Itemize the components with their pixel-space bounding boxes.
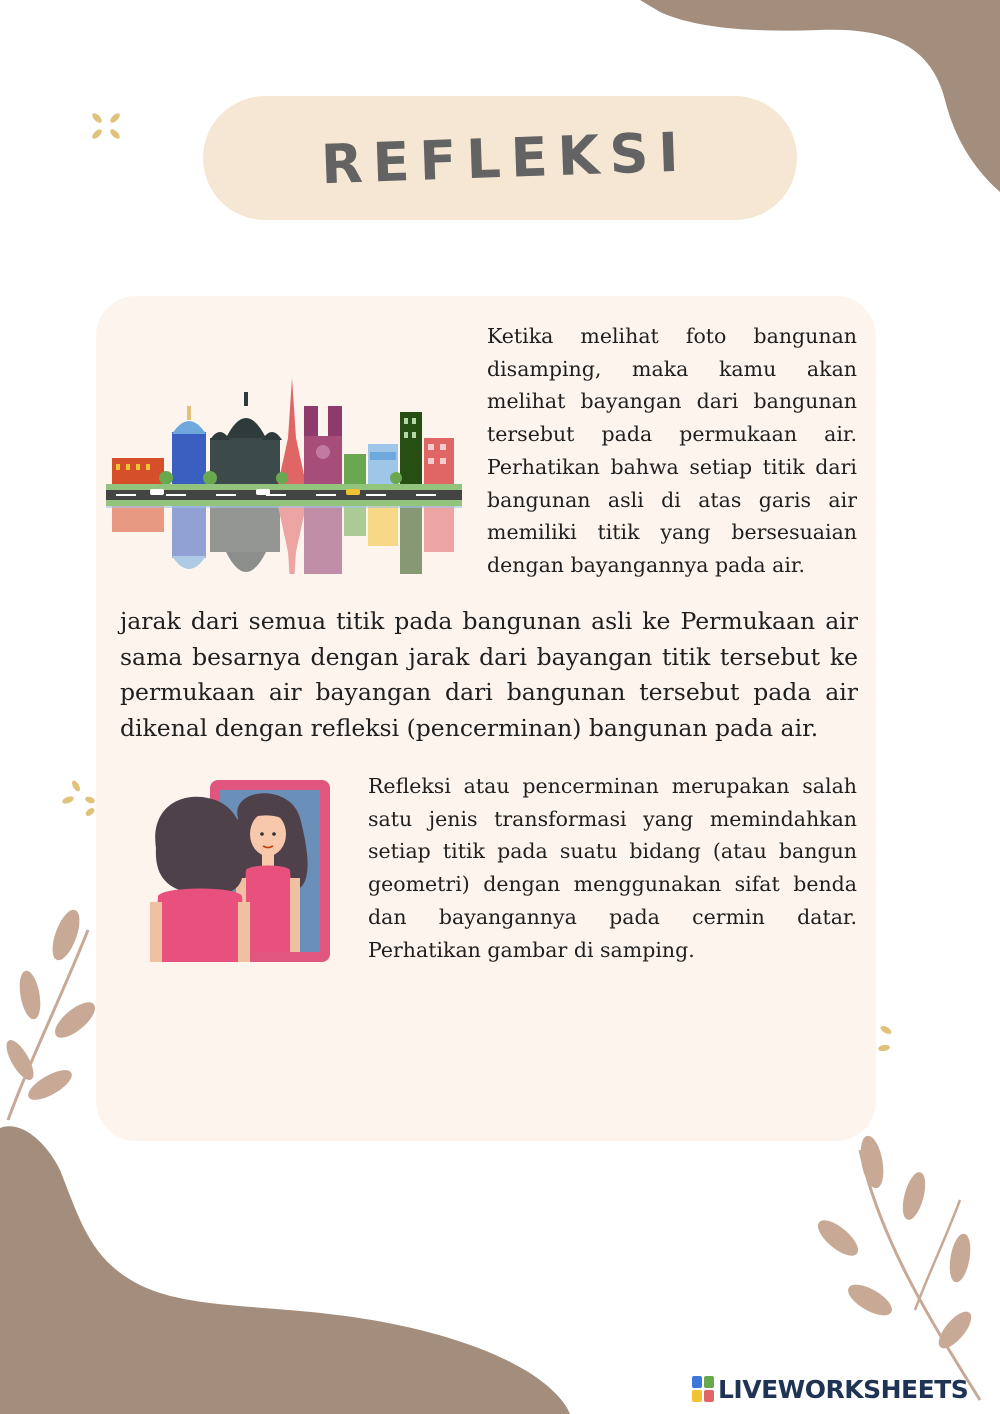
liveworksheets-logo-icon bbox=[692, 1376, 714, 1402]
definition-paragraph: Refleksi atau pencerminan merupakan salah satu jenis transformasi yang memindahkan setiap titik pada suatu bidang (atau bangun geometri) dengan menggunakan sifat benda dan bayangannya pada cermin datar. Perhatikan gambar di samping. bbox=[368, 774, 857, 962]
sparkle-left bbox=[61, 779, 95, 817]
right-branch bbox=[813, 1135, 980, 1400]
title-banner bbox=[203, 96, 797, 220]
liveworksheets-branding[interactable] bbox=[692, 1372, 968, 1406]
brand-name: LIVEWORKSHEETS bbox=[718, 1374, 969, 1404]
city-skyline-reflection-image bbox=[106, 378, 462, 574]
sparkle-right bbox=[878, 1024, 893, 1052]
sparkle-top-left bbox=[91, 112, 122, 141]
intro-paragraph: Ketika melihat foto bangunan disamping, maka kamu akan melihat bayangan dari bangunan tersebut pada permukaan air. Perhatikan bahwa setiap titik dari bangunan asli di atas garis air memiliki titik yang bersesuaian dengan bayangannya pada air. bbox=[487, 324, 857, 577]
left-branch bbox=[2, 907, 100, 1120]
distance-paragraph: jarak dari semua titik pada bangunan asli ke Permukaan air sama besarnya dengan jarak dari bayangan titik tersebut ke permukaan air bayangan dari bangunan tersebut pada air dikenal dengan refleksi (pencerminan) bangunan pada air. bbox=[120, 607, 858, 742]
page-title: REFLEKSI bbox=[320, 119, 690, 196]
woman-mirror-reflection-image bbox=[150, 778, 334, 964]
bottom-left-blob bbox=[0, 1126, 570, 1414]
